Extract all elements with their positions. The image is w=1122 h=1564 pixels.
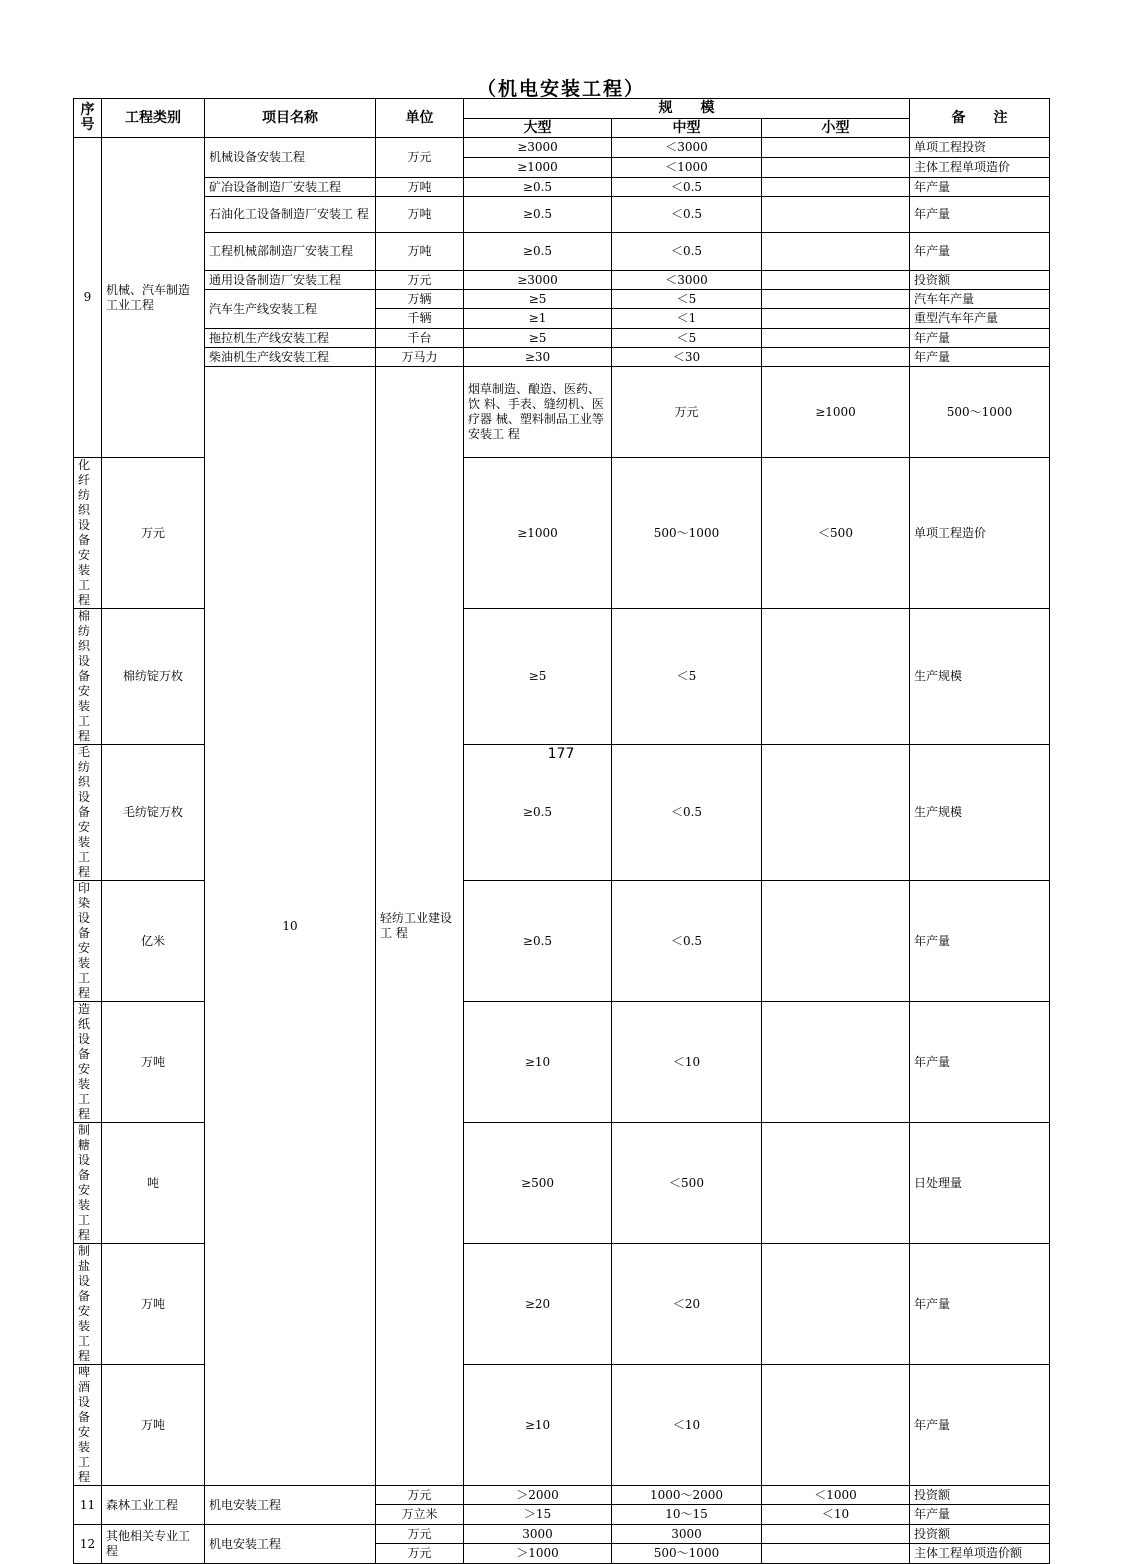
medium-cell: ＜500 xyxy=(612,1123,762,1244)
unit-cell: 万马力 xyxy=(376,348,464,367)
remark-cell: 年产量 xyxy=(910,348,1050,367)
unit-cell: 万元 xyxy=(376,271,464,290)
project-name: 工程机械部制造厂安装工程 xyxy=(205,233,376,271)
large-cell: ≥1000 xyxy=(464,458,612,609)
small-cell xyxy=(762,309,910,329)
small-cell xyxy=(762,1525,910,1544)
unit-cell: 千台 xyxy=(376,329,464,348)
header-project: 项目名称 xyxy=(205,99,376,138)
small-cell xyxy=(762,178,910,197)
group-number: 10 xyxy=(205,367,376,1486)
header-small: 小型 xyxy=(762,119,910,138)
large-cell: ＞1000 xyxy=(464,1544,612,1564)
project-name: 造纸设备安装工程 xyxy=(74,1002,102,1123)
medium-cell: ＜3000 xyxy=(612,271,762,290)
large-cell: ≥1000 xyxy=(464,158,612,178)
project-name: 机电安装工程 xyxy=(205,1486,376,1525)
table-row xyxy=(74,290,1050,309)
project-name: 烟草制造、酿造、医药、饮 料、手表、缝纫机、医疗器 械、塑料制品工业等安装工 程 xyxy=(464,367,612,458)
small-cell xyxy=(762,271,910,290)
remark-cell: 汽车年产量 xyxy=(910,290,1050,309)
group-category: 轻纺工业建设工 程 xyxy=(376,367,464,1486)
remark-cell: 年产量 xyxy=(910,329,1050,348)
large-cell: ≥20 xyxy=(464,1244,612,1365)
unit-cell: 万吨 xyxy=(102,1244,205,1365)
remark-cell: 年产量 xyxy=(910,1244,1050,1365)
remark-cell: 单项工程投资 xyxy=(910,138,1050,158)
unit-cell: 棉纺锭万枚 xyxy=(102,609,205,745)
table-row xyxy=(74,138,1050,158)
medium-cell: ＜1000 xyxy=(612,158,762,178)
small-cell xyxy=(762,609,910,745)
medium-cell: ＜30 xyxy=(612,348,762,367)
large-cell: ≥0.5 xyxy=(464,233,612,271)
project-name: 啤酒设备安装工程 xyxy=(74,1365,102,1486)
unit-cell: 万元 xyxy=(376,138,464,178)
large-cell: ≥3000 xyxy=(464,271,612,290)
project-name: 毛纺织设备安装工程 xyxy=(74,745,102,881)
medium-cell: 500～1000 xyxy=(612,458,762,609)
medium-cell: 10～15 xyxy=(612,1505,762,1525)
table-row xyxy=(74,1486,1050,1505)
unit-cell: 吨 xyxy=(102,1123,205,1244)
small-cell xyxy=(762,233,910,271)
remark-cell: 年产量 xyxy=(910,881,1050,1002)
remark-cell: 主体工程单项造价 xyxy=(910,158,1050,178)
large-cell: ≥0.5 xyxy=(464,197,612,233)
remark-cell: 年产量 xyxy=(910,233,1050,271)
unit-cell: 万吨 xyxy=(376,197,464,233)
table-row xyxy=(74,329,1050,348)
remark-cell: 投资额 xyxy=(910,271,1050,290)
project-name: 石油化工设备制造厂安装工 程 xyxy=(205,197,376,233)
small-cell xyxy=(762,197,910,233)
unit-cell: 万元 xyxy=(376,1525,464,1544)
large-cell: ＞15 xyxy=(464,1505,612,1525)
small-cell: ＜500 xyxy=(762,458,910,609)
small-cell xyxy=(762,1123,910,1244)
header-unit: 单位 xyxy=(376,99,464,138)
header-seq: 序号 xyxy=(74,99,102,138)
unit-cell: 万元 xyxy=(102,458,205,609)
small-cell xyxy=(762,158,910,178)
project-name: 通用设备制造厂安装工程 xyxy=(205,271,376,290)
remark-cell: 年产量 xyxy=(910,178,1050,197)
medium-cell: 500～1000 xyxy=(612,1544,762,1564)
small-cell xyxy=(762,1244,910,1365)
large-cell: ≥10 xyxy=(464,1002,612,1123)
unit-cell: 万吨 xyxy=(376,233,464,271)
project-name: 柴油机生产线安装工程 xyxy=(205,348,376,367)
page-number: 177 xyxy=(547,746,575,762)
small-cell: ＜1000 xyxy=(762,1486,910,1505)
large-cell: ≥1 xyxy=(464,309,612,329)
small-cell xyxy=(762,1365,910,1486)
large-cell: ≥0.5 xyxy=(464,881,612,1002)
large-cell: 3000 xyxy=(464,1525,612,1544)
medium-cell: ＜0.5 xyxy=(612,233,762,271)
large-cell: ＞2000 xyxy=(464,1486,612,1505)
medium-cell: 500～1000 xyxy=(910,367,1050,458)
large-cell: ≥30 xyxy=(464,348,612,367)
medium-cell: ＜5 xyxy=(612,329,762,348)
unit-cell: 万吨 xyxy=(376,178,464,197)
project-name: 汽车生产线安装工程 xyxy=(205,290,376,329)
project-name: 制糖设备安装工程 xyxy=(74,1123,102,1244)
large-cell: ≥10 xyxy=(464,1365,612,1486)
remark-cell: 年产量 xyxy=(910,197,1050,233)
group-number: 9 xyxy=(74,138,102,458)
remark-cell: 投资额 xyxy=(910,1525,1050,1544)
small-cell xyxy=(762,745,910,881)
medium-cell: ＜20 xyxy=(612,1244,762,1365)
large-cell: ≥3000 xyxy=(464,138,612,158)
group-number: 12 xyxy=(74,1525,102,1564)
project-name: 拖拉机生产线安装工程 xyxy=(205,329,376,348)
group-number: 11 xyxy=(74,1486,102,1525)
medium-cell: ＜0.5 xyxy=(612,178,762,197)
medium-cell: ＜1 xyxy=(612,309,762,329)
project-name: 矿冶设备制造厂安装工程 xyxy=(205,178,376,197)
project-name: 印染设备安装工程 xyxy=(74,881,102,1002)
page-title: （机电安装工程） xyxy=(476,78,645,100)
project-name: 制盐设备安装工程 xyxy=(74,1244,102,1365)
remark-cell: 重型汽车年产量 xyxy=(910,309,1050,329)
medium-cell: ＜0.5 xyxy=(612,197,762,233)
remark-cell: 年产量 xyxy=(910,1505,1050,1525)
small-cell xyxy=(762,1002,910,1123)
medium-cell: ＜3000 xyxy=(612,138,762,158)
table-row xyxy=(74,367,1050,458)
small-cell: ＜10 xyxy=(762,1505,910,1525)
remark-cell: 投资额 xyxy=(910,1486,1050,1505)
large-cell: ≥5 xyxy=(464,609,612,745)
group-category: 机械、汽车制造工业工程 xyxy=(102,138,205,458)
unit-cell: 万元 xyxy=(376,1486,464,1505)
group-category: 森林工业工程 xyxy=(102,1486,205,1525)
unit-cell: 万元 xyxy=(376,1544,464,1564)
table-row xyxy=(74,1525,1050,1544)
header-category: 工程类别 xyxy=(102,99,205,138)
unit-cell: 万立米 xyxy=(376,1505,464,1525)
unit-cell: 万元 xyxy=(612,367,762,458)
header-scale: 规 模 xyxy=(464,99,910,119)
header-medium: 中型 xyxy=(612,119,762,138)
medium-cell: ＜5 xyxy=(612,290,762,309)
unit-cell: 万吨 xyxy=(102,1365,205,1486)
unit-cell: 毛纺锭万枚 xyxy=(102,745,205,881)
large-cell: ≥0.5 xyxy=(464,745,612,881)
group-category: 其他相关专业工 程 xyxy=(102,1525,205,1564)
small-cell xyxy=(762,881,910,1002)
large-cell: ≥5 xyxy=(464,329,612,348)
scale-table xyxy=(73,98,1050,1564)
table-row xyxy=(74,233,1050,271)
unit-cell: 万吨 xyxy=(102,1002,205,1123)
medium-cell: ＜0.5 xyxy=(612,881,762,1002)
small-cell xyxy=(762,1544,910,1564)
remark-cell: 生产规模 xyxy=(910,745,1050,881)
large-cell: ≥500 xyxy=(464,1123,612,1244)
table-row xyxy=(74,197,1050,233)
table-row xyxy=(74,178,1050,197)
remark-cell: 年产量 xyxy=(910,1002,1050,1123)
medium-cell: ＜5 xyxy=(612,609,762,745)
small-cell xyxy=(762,348,910,367)
project-name: 棉纺织设备安装工程 xyxy=(74,609,102,745)
small-cell xyxy=(762,290,910,309)
remark-cell: 单项工程造价 xyxy=(910,458,1050,609)
unit-cell: 千辆 xyxy=(376,309,464,329)
header-large: 大型 xyxy=(464,119,612,138)
unit-cell: 亿米 xyxy=(102,881,205,1002)
large-cell: ≥1000 xyxy=(762,367,910,458)
remark-cell: 生产规模 xyxy=(910,609,1050,745)
project-name: 机电安装工程 xyxy=(205,1525,376,1564)
table-row xyxy=(74,271,1050,290)
large-cell: ≥0.5 xyxy=(464,178,612,197)
table-row xyxy=(74,348,1050,367)
project-name: 机械设备安装工程 xyxy=(205,138,376,178)
small-cell xyxy=(762,138,910,158)
medium-cell: ＜0.5 xyxy=(612,745,762,881)
header-remark: 备 注 xyxy=(910,99,1050,138)
remark-cell: 主体工程单项造价额 xyxy=(910,1544,1050,1564)
small-cell xyxy=(762,329,910,348)
project-name: 化纤纺织设备安装工程 xyxy=(74,458,102,609)
remark-cell: 日处理量 xyxy=(910,1123,1050,1244)
large-cell: ≥5 xyxy=(464,290,612,309)
remark-cell: 年产量 xyxy=(910,1365,1050,1486)
medium-cell: ＜10 xyxy=(612,1365,762,1486)
unit-cell: 万辆 xyxy=(376,290,464,309)
medium-cell: 1000～2000 xyxy=(612,1486,762,1505)
medium-cell: ＜10 xyxy=(612,1002,762,1123)
medium-cell: 3000 xyxy=(612,1525,762,1544)
